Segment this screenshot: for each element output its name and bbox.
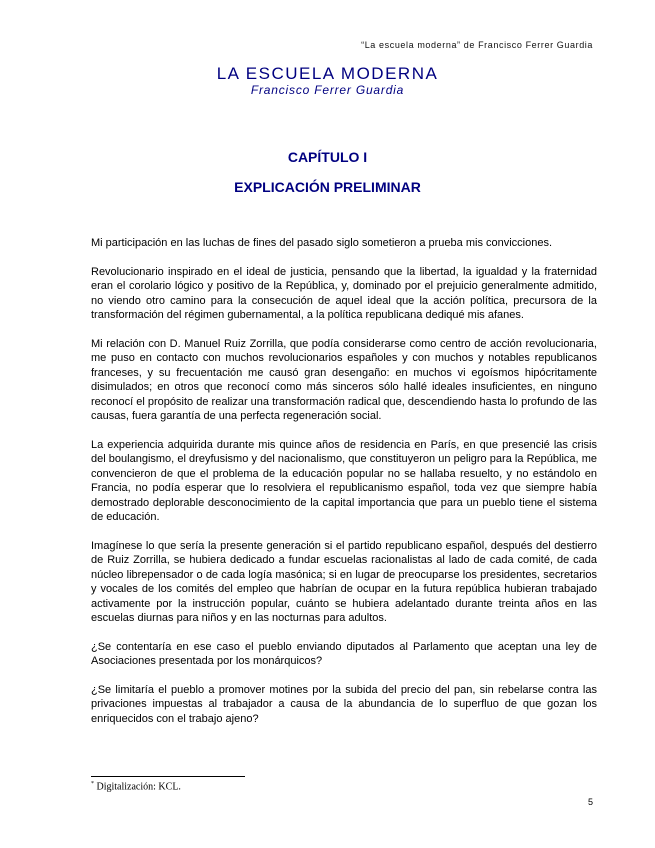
footnote-divider: [91, 776, 245, 777]
book-title: LA ESCUELA MODERNA: [216, 64, 439, 83]
footnote-marker: *: [91, 781, 94, 787]
paragraph: La experiencia adquirida durante mis quince años de residencia en París, en que presencié las crisis del boulangismo, el dreyfusismo y del nacionalismo, que constituyeron un peligro para la República, me convencieron de que el problema de la educación popular no se hallaba resuelto, y no estándolo en Francia, no podía esperar que lo resolviera el republicanismo español, toda vez que siempre había demostrado deplorable desconocimiento de la capital importancia que para un pueblo tiene el sistema de educación.: [91, 438, 597, 523]
paragraph: Mi relación con D. Manuel Ruiz Zorrilla, que podía considerarse como centro de acción revolucionaria, me puso en contacto con muchos revolucionarios españoles y con muchos y notables republicanos franceses, y su frecuentación me causó gran desengaño: en muchos vi egoísmos hipócritamente disimulados; en otros que reconocí como más sinceros sólo hallé ideales insuficientes, en ninguno reconocí el propósito de realizar una transformación radical que, descendiendo hasta lo profundo de las causas, fuera garantía de una perfecta regeneración social.: [91, 337, 597, 422]
paragraph: ¿Se limitaría el pueblo a promover motines por la subida del precio del pan, sin rebelarse contra las privaciones impuestas al trabajador a causa de la abundancia de lo superfluo de que gozan los enriquecidos con el trabajo ajeno?: [91, 683, 597, 725]
paragraph: Imagínese lo que sería la presente generación si el partido republicano español, después del destierro de Ruiz Zorrilla, se hubiera dedicado a fundar escuelas racionalistas al lado de cada comité, de cada núcleo librepensador o de cada logía masónica; si en lugar de preocuparse los presidentes, secretarios y vocales de los comités del empleo que habrían de ocupar en la futura república hubieran trabajado activamente por la instrucción popular, cuánto se hubiera adelantado durante treinta años en las escuelas diurnas para niños y en las nocturnas para adultos.: [91, 539, 597, 624]
page-number: 5: [587, 797, 593, 807]
footnote: [91, 781, 181, 792]
paragraph: Mi participación en las luchas de fines del pasado siglo sometieron a prueba mis convicciones.: [91, 237, 553, 249]
paragraph: ¿Se contentaría en ese caso el pueblo enviando diputados al Parlamento que aceptan una ley de Asociaciones presentada por los monárquicos?: [91, 640, 597, 667]
chapter-number: CAPÍTULO I: [287, 149, 368, 165]
book-author: Francisco Ferrer Guardia: [250, 83, 405, 97]
running-header: “La escuela moderna” de Francisco Ferrer Guardia: [361, 40, 593, 50]
body-text: [91, 236, 597, 740]
paragraph: Revolucionario inspirado en el ideal de justicia, pensando que la libertad, la igualdad y la fraternidad eran el corolario lógico y positivo de la República, y, dominado por el prejuicio generalmente admitido, no viendo otro camino para la consecución de aquel ideal que la acción política, precursora de la transformación del régimen gubernamental, a la política republicana dediqué mis afanes.: [91, 265, 597, 321]
chapter-title: EXPLICACIÓN PRELIMINAR: [234, 179, 421, 195]
footnote-text: Digitalización: KCL.: [96, 781, 181, 793]
